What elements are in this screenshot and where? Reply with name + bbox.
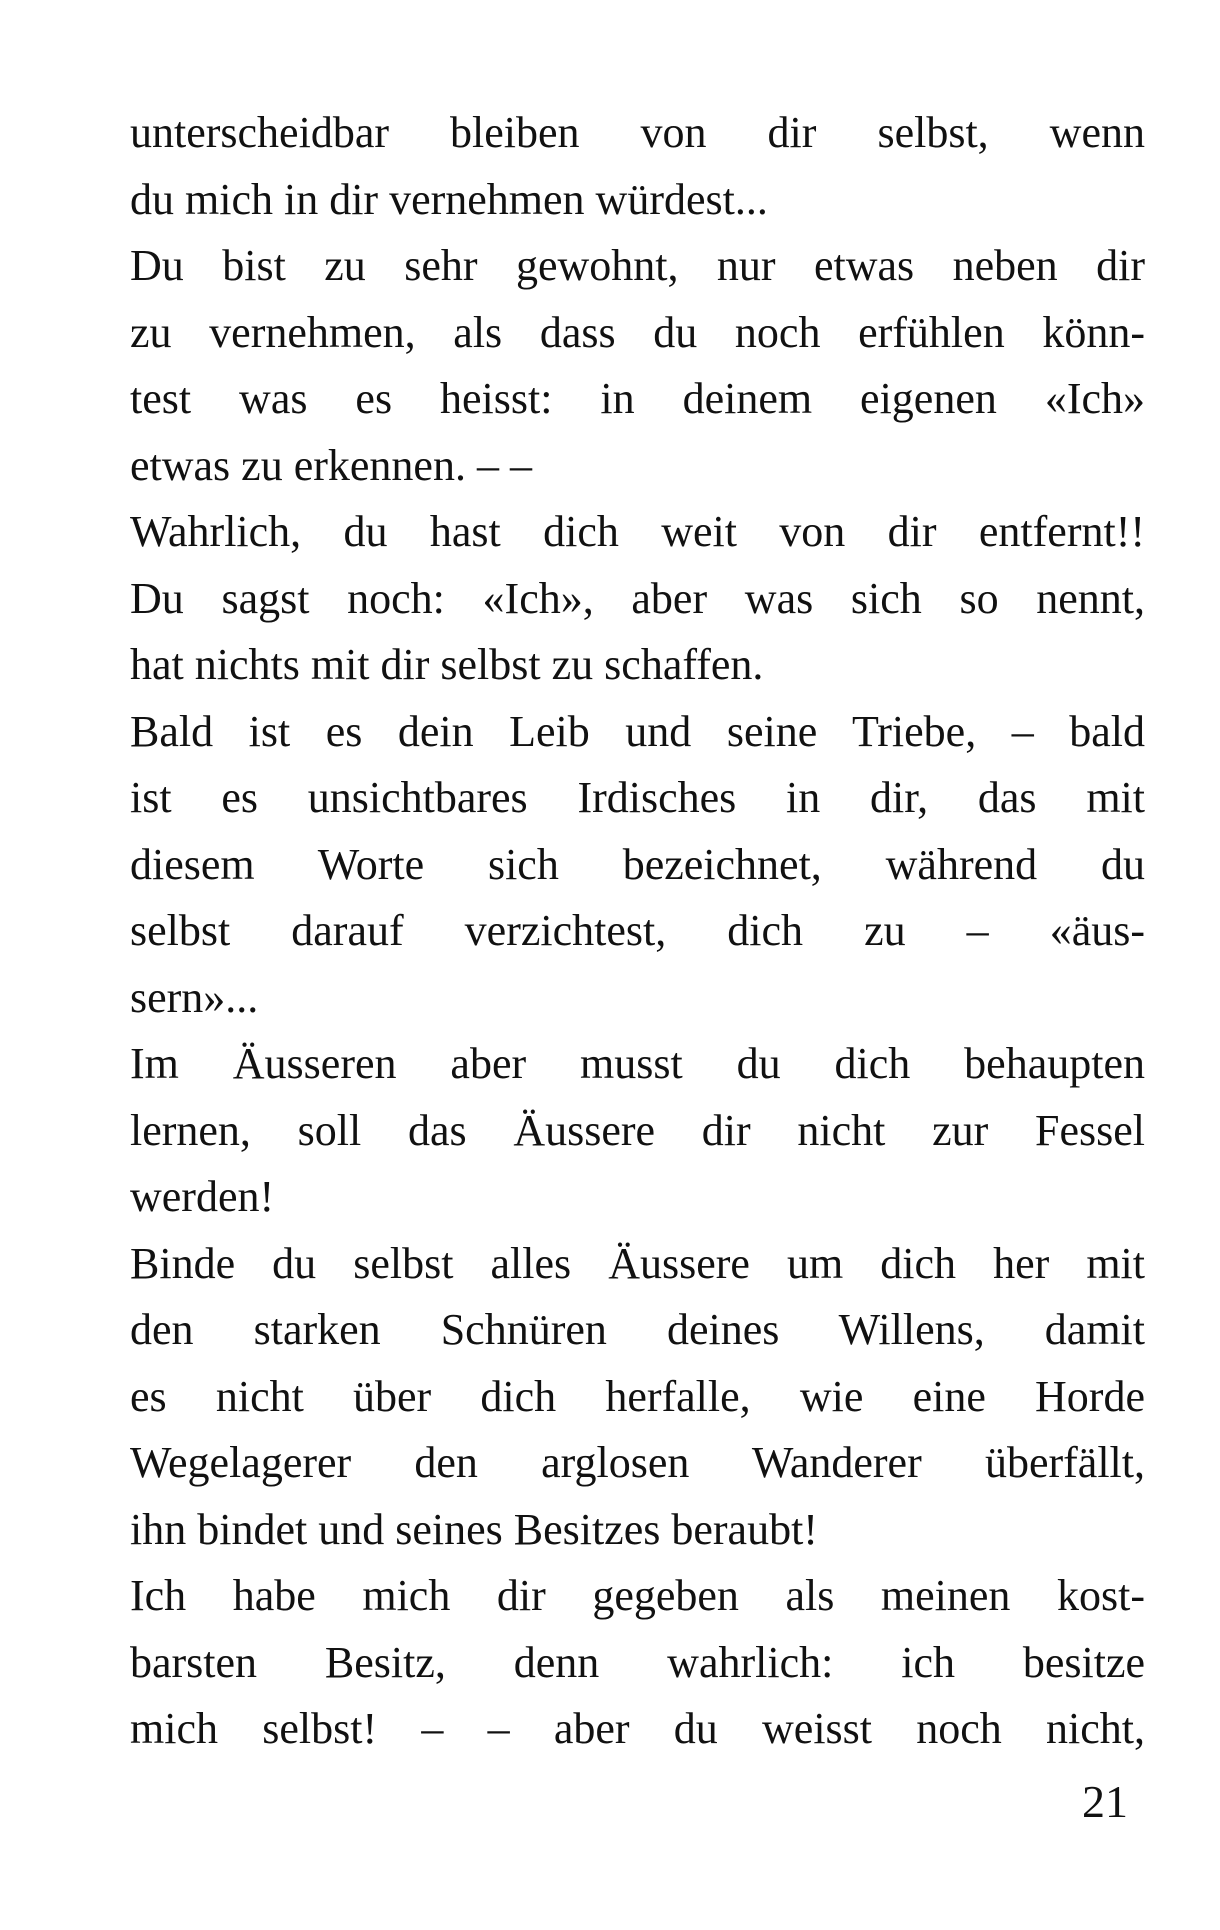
text-line: sern»... — [130, 972, 259, 1022]
page-number: 21 — [1082, 1776, 1128, 1827]
text-line: du mich in dir vernehmen würdest... — [130, 174, 768, 224]
text-line: hat nichts mit dir selbst zu schaffen. — [130, 640, 764, 689]
text-line: etwas zu erkennen. – – — [130, 440, 532, 490]
text-line: Wahrlich, du hast dich weit von dir entfernt!! — [130, 507, 1145, 556]
text-line: Im Äusseren aber musst du dich behaupten — [130, 1039, 1145, 1088]
text-line: unterscheidbar bleiben von dir selbst, wenn — [130, 108, 1145, 157]
text-line: Binde du selbst alles Äussere um dich her mit — [130, 1238, 1145, 1288]
text-line: Ich habe mich dir gegeben als meinen kost- — [130, 1571, 1145, 1620]
text-line: selbst darauf verzichtest, dich zu – «äus- — [130, 906, 1145, 955]
text-line: werden! — [130, 1172, 275, 1221]
body-text — [130, 100, 1145, 1763]
text-line: ist es unsichtbares Irdisches in dir, das mit — [130, 773, 1145, 822]
text-line: mich selbst! – – aber du weisst noch nicht, — [130, 1704, 1145, 1753]
text-line: Du sagst noch: «Ich», aber was sich so nennt, — [130, 573, 1145, 623]
text-line: zu vernehmen, als dass du noch erfühlen könn- — [130, 307, 1145, 357]
text-line: Du bist zu sehr gewohnt, nur etwas neben dir — [130, 241, 1145, 290]
text-line: Bald ist es dein Leib und seine Triebe, – bald — [130, 706, 1145, 756]
text-line: ihn bindet und seines Besitzes beraubt! — [130, 1504, 818, 1554]
text-line: diesem Worte sich bezeichnet, während du — [130, 839, 1145, 889]
text-line: es nicht über dich herfalle, wie eine Horde — [130, 1371, 1145, 1421]
text-line: test was es heisst: in deinem eigenen «Ich» — [130, 374, 1145, 423]
text-line: den starken Schnüren deines Willens, damit — [130, 1305, 1145, 1354]
text-line: barsten Besitz, denn wahrlich: ich besitze — [130, 1637, 1145, 1687]
text-line: Wegelagerer den arglosen Wanderer überfällt, — [130, 1438, 1145, 1487]
text-line: lernen, soll das Äussere dir nicht zur Fessel — [130, 1105, 1145, 1155]
